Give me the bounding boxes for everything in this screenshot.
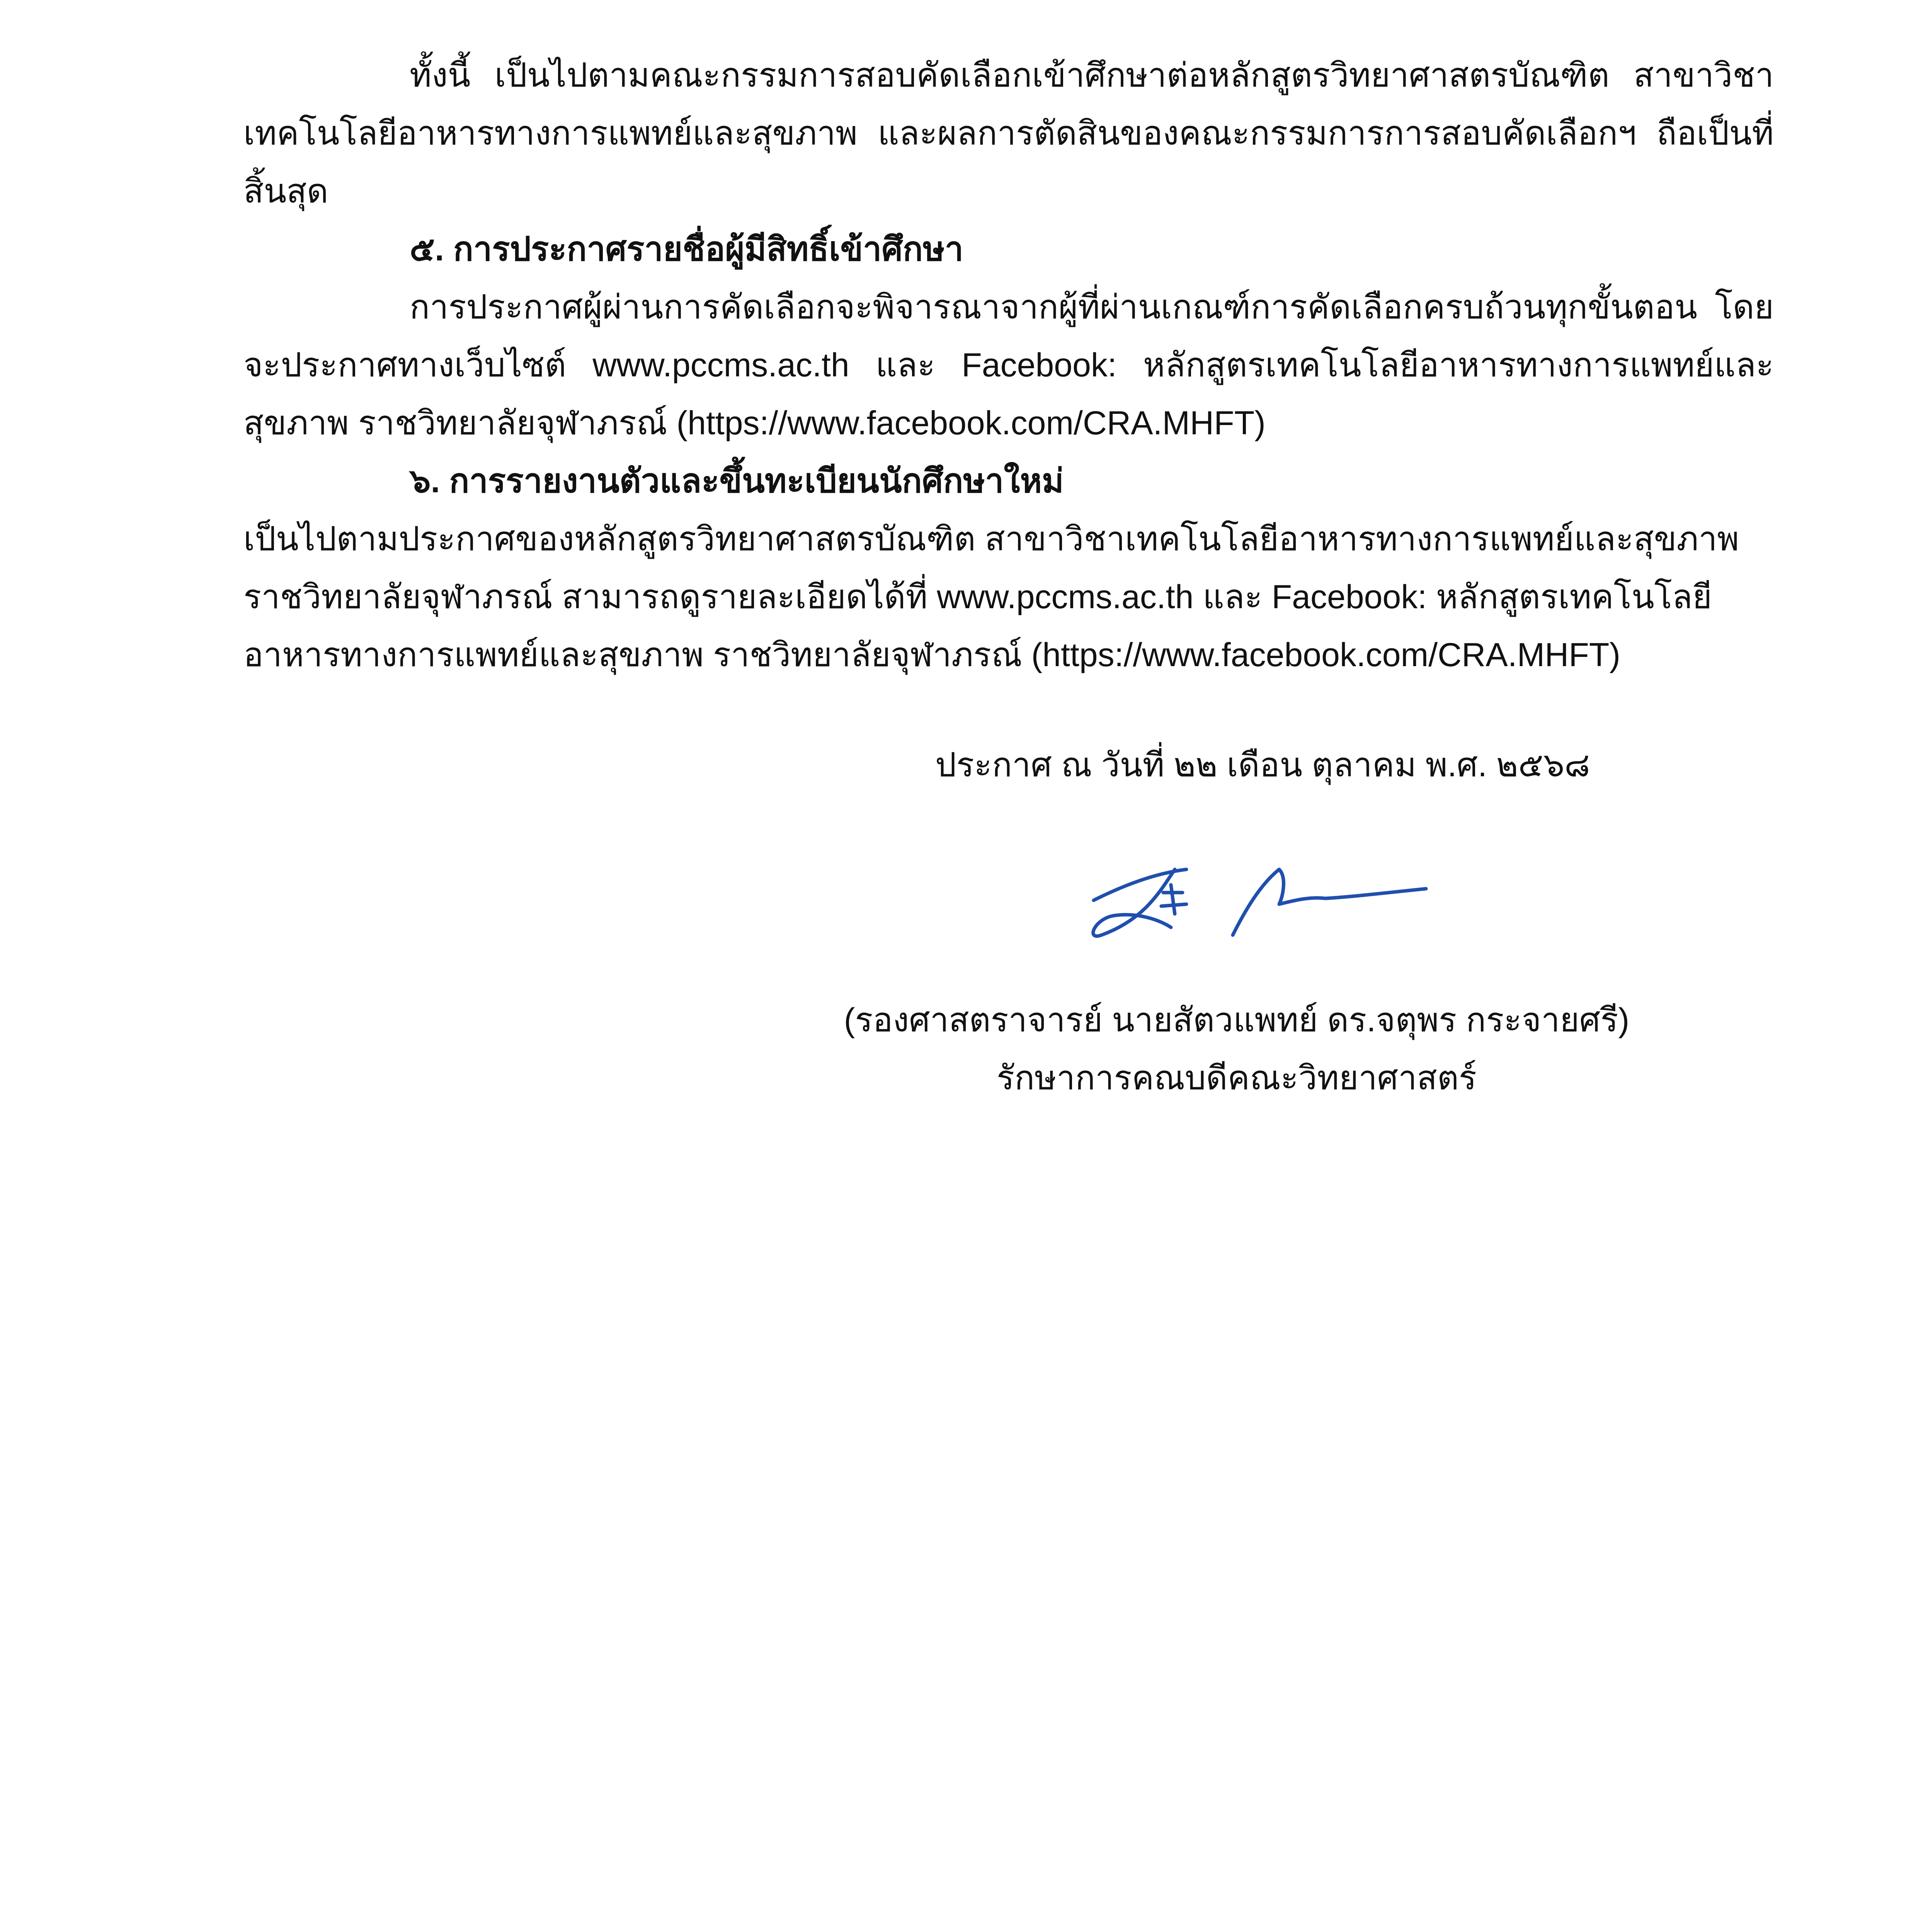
- section-6-text-middle: และ Facebook: หลักสูตรเทคโนโลยีอาหารทางการแพทย์และสุขภาพ ราชวิทยาลัยจุฬาภรณ์: [243, 578, 1712, 673]
- section-5-heading: ๕. การประกาศรายชื่อผู้มีสิทธิ์เข้าศึกษา: [410, 231, 964, 268]
- section-5-website-link[interactable]: www.pccms.ac.th: [592, 347, 849, 384]
- section-5-facebook-link[interactable]: (https://www.facebook.com/CRA.MHFT): [676, 405, 1266, 442]
- signer-name: (รองศาสตราจารย์ นายสัตวแพทย์ ดร.จตุพร กระจายศรี): [844, 1002, 1630, 1039]
- section-6-heading: ๖. การรายงานตัวและขึ้นทะเบียนนักศึกษาใหม่: [410, 463, 1064, 500]
- intro-paragraph: [243, 46, 1774, 220]
- section-6-website-link[interactable]: www.pccms.ac.th: [937, 578, 1194, 616]
- signer-position: รักษาการคณบดีคณะวิทยาศาสตร์: [996, 1060, 1477, 1097]
- document-body: [243, 46, 1774, 684]
- announcement-date: ประกาศ ณ วันที่ ๒๒ เดือน ตุลาคม พ.ศ. ๒๕๖๘: [935, 747, 1590, 784]
- section-5-paragraph: [243, 278, 1774, 452]
- intro-paragraph-text: ทั้งนี้ เป็นไปตามคณะกรรมการสอบคัดเลือกเข้าศึกษาต่อหลักสูตรวิทยาศาสตรบัณฑิต สาขาวิชาเทคโนโลยีอาหารทางการแพทย์และสุขภาพ และผลการตัดสินของคณะกรรมการการสอบคัดเลือกฯ ถือเป็นที่สิ้นสุด: [243, 57, 1774, 210]
- section-6-paragraph: [243, 510, 1774, 684]
- section-5-text-middle: และ Facebook: หลักสูตรเทคโนโลยีอาหารทางการแพทย์และสุขภาพ ราชวิทยาลัยจุฬาภรณ์: [243, 347, 1774, 442]
- section-6-text: เป็นไปตามประกาศของหลักสูตรวิทยาศาสตรบัณฑิต สาขาวิชาเทคโนโลยีอาหารทางการแพทย์และสุขภาพ ราชวิทยาลัยจุฬาภรณ์ สามารถดูรายละเอียดได้ที่: [243, 520, 1739, 616]
- signature-image: [1078, 842, 1449, 958]
- section-6-facebook-link[interactable]: (https://www.facebook.com/CRA.MHFT): [1031, 636, 1621, 673]
- section-5-text: การประกาศผู้ผ่านการคัดเลือกจะพิจารณาจากผู้ที่ผ่านเกณฑ์การคัดเลือกครบถ้วนทุกขั้นตอน โดยจะประกาศทางเว็บไซต์: [243, 289, 1774, 384]
